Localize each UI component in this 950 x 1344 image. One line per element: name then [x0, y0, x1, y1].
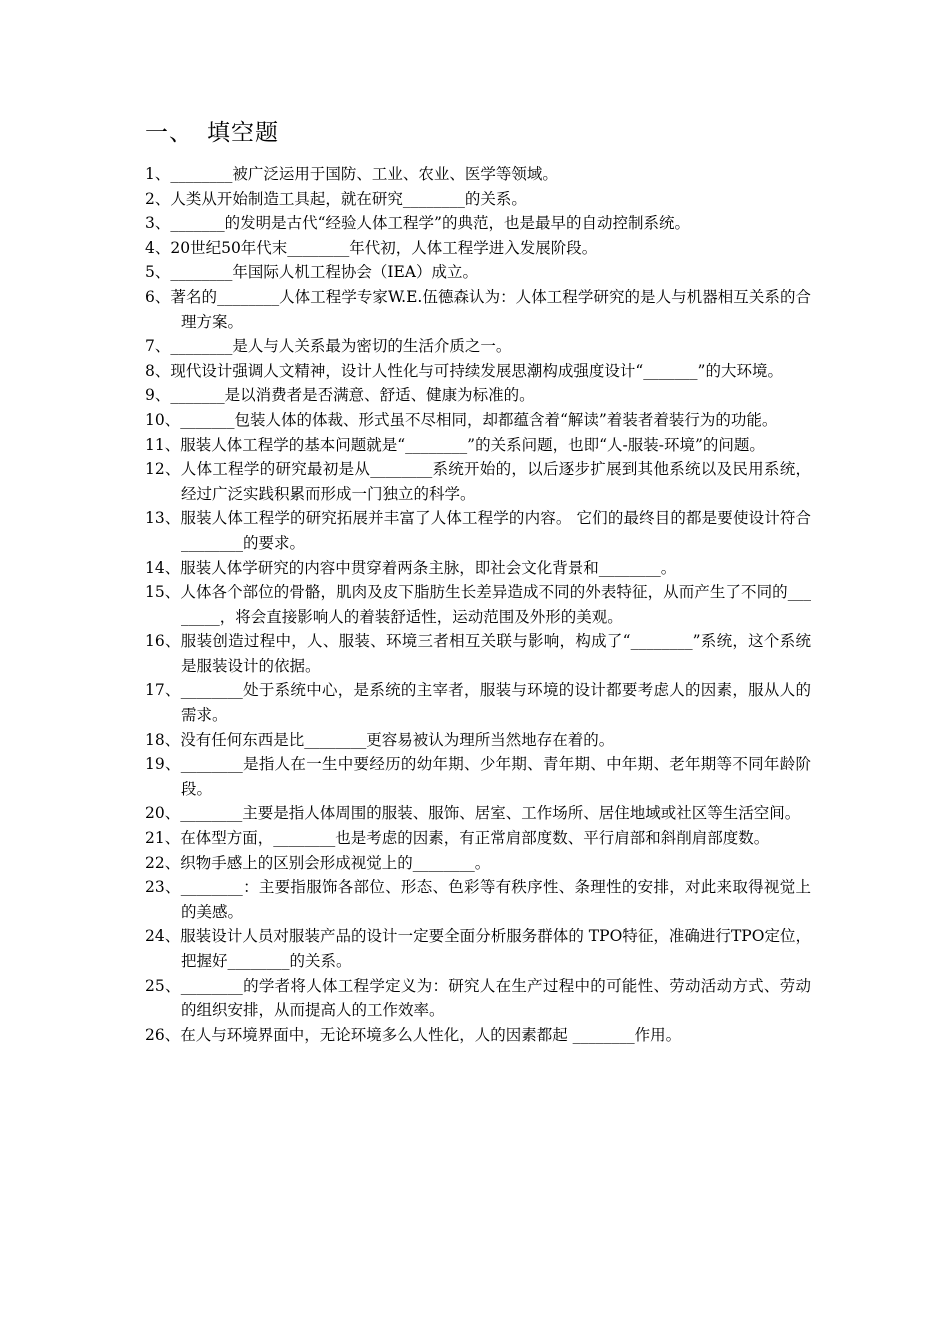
question-item: 8、现代设计强调人文精神，设计人性化与可持续发展思潮构成强度设计“_______”的大环境。	[145, 361, 783, 380]
question-item: 1、________被广泛运用于国防、工业、农业、医学等领域。	[145, 165, 558, 183]
question-item: 6、著名的________人体工程学专家W.E.伍德森认为：人体工程学研究的是人与机器相互关系的合理方案。	[145, 287, 811, 331]
question-item: 25、________的学者将人体工程学定义为：研究人在生产过程中的可能性、劳动活动方式、劳动的组织安排，从而提高人的工作效率。	[145, 976, 811, 1020]
section-number: 一、	[145, 120, 193, 146]
question-item: 14、服装人体学研究的内容中贯穿着两条主脉，即社会文化背景和________。	[145, 558, 677, 577]
question-item: 19、________是指人在一生中要经历的幼年期、少年期、青年期、中年期、老年期等不同年龄阶段。	[145, 755, 811, 798]
question-item: 2、人类从开始制造工具起，就在研究________的关系。	[145, 189, 527, 208]
question-item: 24、服装设计人员对服装产品的设计一定要全面分析服务群体的 TPO特征，准确进行TPO定位，把握好________的关系。	[145, 927, 811, 970]
question-item: 13、服装人体工程学的研究拓展并丰富了人体工程学的内容。 它们的最终目的都是要使设计符合________的要求。	[145, 509, 811, 552]
section-title: 填空题	[207, 120, 279, 146]
question-item: 9、_______是以消费者是否满意、舒适、健康为标准的。	[145, 386, 535, 405]
question-item: 4、20世纪50年代末________年代初，人体工程学进入发展阶段。	[145, 238, 598, 257]
question-item: 23、________：主要指服饰各部位、形态、色彩等有秩序性、条理性的安排，对此来取得视觉上的美感。	[145, 878, 811, 921]
question-item: 21、在体型方面，________也是考虑的因素，有正常肩部度数、平行肩部和斜削肩部度数。	[145, 829, 770, 848]
question-item: 20、________主要是指人体周围的服装、服饰、居室、工作场所、居住地域或社区等生活空间。	[145, 804, 801, 823]
question-item: 17、________处于系统中心，是系统的主宰者，服装与环境的设计都要考虑人的因素，服从人的需求。	[145, 681, 811, 725]
question-item: 11、服装人体工程学的基本问题就是“________”的关系问题，也即“人-服装-环境”的问题。	[145, 435, 765, 454]
section-heading	[145, 117, 279, 149]
question-item: 18、没有任何东西是比________更容易被认为理所当然地存在着的。	[145, 730, 615, 749]
question-item: 10、_______包装人体的体裁、形式虽不尽相同，却都蕴含着“解读”着装者着装行为的功能。	[145, 410, 778, 429]
question-item: 5、________年国际人机工程协会（IEA）成立。	[145, 263, 478, 282]
question-item: 26、在人与环境界面中，无论环境多么人性化，人的因素都起 ________作用。	[145, 1025, 682, 1044]
question-item: 12、人体工程学的研究最初是从________系统开始的，以后逐步扩展到其他系统以及民用系统，经过广泛实践积累而形成一门独立的科学。	[145, 460, 811, 503]
question-list	[145, 162, 811, 1047]
question-item: 22、织物手感上的区别会形成视觉上的________。	[145, 853, 491, 872]
question-item: 3、_______的发明是古代“经验人体工程学”的典范，也是最早的自动控制系统。	[145, 214, 690, 233]
question-item: 15、人体各个部位的骨骼，肌肉及皮下脂肪生长差异造成不同的外表特征，从而产生了不同的________，将会直接影响人的着装舒适性，运动范围及外形的美观。	[145, 583, 811, 626]
question-item: 7、________是人与人关系最为密切的生活介质之一。	[145, 337, 512, 356]
question-item: 16、服装创造过程中，人、服装、环境三者相互关联与影响，构成了“________”系统，这个系统是服装设计的依据。	[145, 632, 811, 675]
